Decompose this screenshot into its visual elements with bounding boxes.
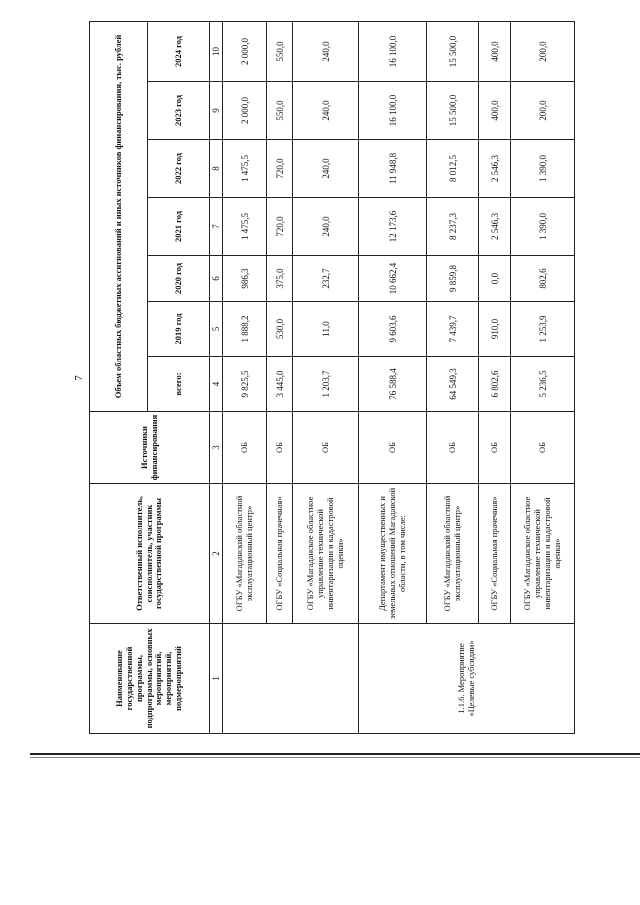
group-label: 1.1.6. Мероприятие «Целевые субсидии» (359, 624, 575, 734)
value-cell: 1 475,5 (223, 198, 267, 256)
header-source: Источники финансирования (90, 412, 210, 484)
value-cell: 15 500,0 (427, 82, 479, 140)
source-cell: ОБ (359, 412, 427, 484)
value-cell: 240,0 (293, 198, 359, 256)
value-cell: 400,0 (479, 21, 511, 81)
executor-cell: ОГБУ «Магаданский областной эксплуатационный центр» (223, 484, 267, 624)
source-cell: ОБ (511, 412, 575, 484)
source-cell: ОБ (293, 412, 359, 484)
value-cell: 802,6 (511, 256, 575, 302)
value-cell: 1 888,2 (223, 302, 267, 357)
value-cell: 720,0 (267, 140, 293, 198)
header-year: 2021 год (148, 198, 210, 256)
column-number: 9 (210, 82, 223, 140)
column-number: 7 (210, 198, 223, 256)
value-cell: 240,0 (293, 82, 359, 140)
column-number: 2 (210, 484, 223, 624)
value-cell: 9 825,5 (223, 357, 267, 412)
rotated-table-wrapper (89, 22, 562, 734)
source-cell: ОБ (267, 412, 293, 484)
value-cell: 6 802,6 (479, 357, 511, 412)
executor-cell: ОГБУ «Социальная прачечная» (267, 484, 293, 624)
value-cell: 3 445,0 (267, 357, 293, 412)
executor-cell: ОГБУ «Магаданский областной эксплуатационный центр» (427, 484, 479, 624)
column-number: 3 (210, 412, 223, 484)
value-cell: 0,0 (479, 256, 511, 302)
header-year: 2019 год (148, 302, 210, 357)
value-cell: 400,0 (479, 82, 511, 140)
scan-edge-line-thin (30, 757, 640, 758)
column-number: 8 (210, 140, 223, 198)
value-cell: 986,3 (223, 256, 267, 302)
value-cell: 1 253,9 (511, 302, 575, 357)
value-cell: 8 012,5 (427, 140, 479, 198)
value-cell: 550,0 (267, 82, 293, 140)
source-cell: ОБ (427, 412, 479, 484)
value-cell: 16 100,0 (359, 21, 427, 81)
value-cell: 9 859,8 (427, 256, 479, 302)
value-cell: 15 500,0 (427, 21, 479, 81)
header-total: всего: (148, 357, 210, 412)
value-cell: 550,0 (267, 21, 293, 81)
column-number: 6 (210, 256, 223, 302)
value-cell: 1 390,0 (511, 198, 575, 256)
value-cell: 240,0 (293, 140, 359, 198)
column-number: 4 (210, 357, 223, 412)
value-cell: 8 237,3 (427, 198, 479, 256)
column-number: 10 (210, 21, 223, 81)
executor-cell: ОГБУ «Социальная прачечная» (479, 484, 511, 624)
header-year: 2022 год (148, 140, 210, 198)
value-cell: 200,0 (511, 21, 575, 81)
value-cell: 12 173,6 (359, 198, 427, 256)
value-cell: 76 588,4 (359, 357, 427, 412)
header-year: 2020 год (148, 256, 210, 302)
page-number: 7 (72, 375, 85, 381)
value-cell: 7 439,7 (427, 302, 479, 357)
header-volume: Объем областных бюджетных ассигнований и иных источников финансирования, тыс. рублей (90, 21, 148, 411)
value-cell: 16 100,0 (359, 82, 427, 140)
value-cell: 11 948,8 (359, 140, 427, 198)
value-cell: 240,0 (293, 21, 359, 81)
header-executor: Ответственный исполнитель, соисполнитель, участник государственной программы (90, 484, 210, 624)
value-cell: 9 603,6 (359, 302, 427, 357)
value-cell: 1 390,0 (511, 140, 575, 198)
value-cell: 10 662,4 (359, 256, 427, 302)
executor-cell: ОГБУ «Магаданское областное управление технической инвентаризации и кадастровой оценки» (511, 484, 575, 624)
value-cell: 1 475,5 (223, 140, 267, 198)
executor-cell: Департамент имущественных и земельных отношений Магаданской области, в том числе: (359, 484, 427, 624)
column-number: 5 (210, 302, 223, 357)
header-name: Наименование государственной программы, подпрограммы, основных мероприятий, мероприятий, подмероприятий (90, 624, 210, 734)
value-cell: 720,0 (267, 198, 293, 256)
value-cell: 232,7 (293, 256, 359, 302)
value-cell: 375,0 (267, 256, 293, 302)
scan-edge-line (30, 753, 640, 755)
value-cell: 910,0 (479, 302, 511, 357)
value-cell: 5 236,5 (511, 357, 575, 412)
value-cell: 1 203,7 (293, 357, 359, 412)
source-cell: ОБ (479, 412, 511, 484)
budget-table (89, 21, 575, 734)
value-cell: 2 546,3 (479, 140, 511, 198)
value-cell: 2 546,3 (479, 198, 511, 256)
column-number: 1 (210, 624, 223, 734)
name-cell-empty (223, 624, 359, 734)
value-cell: 64 549,3 (427, 357, 479, 412)
value-cell: 530,0 (267, 302, 293, 357)
value-cell: 2 000,0 (223, 82, 267, 140)
value-cell: 2 000,0 (223, 21, 267, 81)
source-cell: ОБ (223, 412, 267, 484)
value-cell: 11,0 (293, 302, 359, 357)
executor-cell: ОГБУ «Магаданское областное управление технической инвентаризации и кадастровой оценки» (293, 484, 359, 624)
header-year: 2024 год (148, 21, 210, 81)
value-cell: 200,0 (511, 82, 575, 140)
header-year: 2023 год (148, 82, 210, 140)
